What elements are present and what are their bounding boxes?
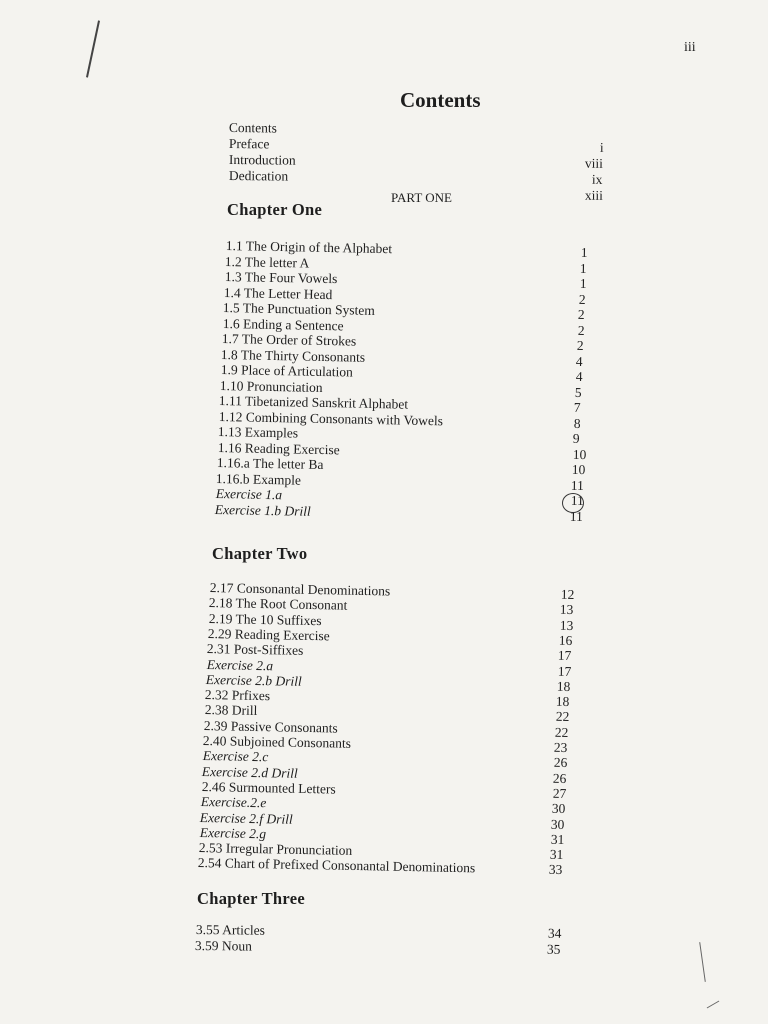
entry-label: 2.31 Post-Siffixes [206,641,304,659]
entry-label: Exercise 1.b Drill [214,501,311,519]
entry-label: 1.9 Place of Articulation [220,362,353,380]
entry-page: i [599,139,604,155]
entry-page: 31 [549,846,564,863]
entry-label: 1.3 The Four Vowels [224,269,338,287]
entry-label: Preface [228,136,270,152]
entry-page: 2 [577,322,585,338]
entry-label: 2.46 Surmounted Letters [201,778,336,797]
entry-page: ix [591,171,603,187]
entry-page: 16 [558,632,573,648]
entry-page: 11 [569,508,583,524]
entry-page: 1 [579,275,587,291]
entry-page: 13 [559,602,574,618]
entry-page: 17 [557,663,572,679]
entry-page: 34 [547,925,562,941]
entry-label: Exercise 2.c [202,748,269,765]
entry-page: 7 [573,399,581,415]
entry-label: 2.29 Reading Exercise [207,625,330,644]
page-title: Contents [400,88,481,112]
entry-page: 27 [552,785,567,801]
entry-page: 1 [579,260,587,276]
entry-page: 8 [573,415,581,431]
entry-label: Exercise 2.g [199,824,267,842]
entry-label: 2.19 The 10 Suffixes [208,610,322,628]
entry-label: 1.8 The Thirty Consonants [220,346,366,365]
entry-page: 2 [576,337,584,353]
entry-label: Dedication [228,168,289,184]
entry-page: 26 [553,755,568,771]
chapter-heading: Chapter One [227,200,323,219]
entry-label: 2.17 Consonantal Denominations [209,580,391,599]
part-heading: PART ONE [391,190,452,205]
entry-page: 31 [550,831,565,847]
entry-page: 10 [571,461,586,478]
entry-label: Exercise.2.e [200,794,267,811]
entry-label: Introduction [228,152,296,168]
entry-page: 26 [552,770,567,786]
entry-label: 2.32 Prfixes [204,687,271,704]
entry-label: 1.10 Pronunciation [219,377,323,395]
entry-label: Exercise 2.d Drill [201,763,298,781]
entry-page: 11 [570,492,584,509]
entry-label: 2.39 Passive Consonants [203,717,338,736]
entry-label: 2.54 Chart of Prefixed Consonantal Denominations [197,855,476,876]
entry-page: viii [584,155,603,171]
entry-page: 22 [554,724,569,740]
entry-label: 1.7 The Order of Strokes [221,331,357,349]
entry-page: 9 [572,430,580,446]
entry-page: 11 [570,477,584,493]
page-number: iii [684,40,696,55]
entry-label: 1.6 Ending a Sentence [222,315,344,333]
entry-page: 2 [577,306,585,322]
entry-label: Exercise 2.f Drill [199,809,293,827]
pen-stroke [707,1001,720,1009]
entry-page: 30 [551,800,566,817]
entry-label: 3.55 Articles [195,922,265,938]
entry-label: Exercise 2.a [206,656,274,673]
entry-label: 1.1 The Origin of the Alphabet [225,238,393,257]
entry-label: 1.13 Examples [217,424,299,441]
entry-label: 1.12 Combining Consonants with Vowels [218,408,444,428]
entry-label: 1.5 The Punctuation System [222,300,375,318]
chapter-heading: Chapter Two [212,544,308,563]
entry-page: 10 [572,446,587,462]
entry-label: 3.59 Noun [194,938,252,954]
entry-label: 1.16.b Example [215,470,302,488]
entry-label: 1.2 The letter A [224,253,310,271]
entry-page: 18 [556,678,571,694]
entry-page: 4 [575,368,583,384]
entry-label: 2.18 The Root Consonant [208,595,348,613]
entry-page: 30 [550,816,565,832]
entry-label: 2.53 Irregular Pronunciation [198,840,353,859]
entry-page: 22 [555,709,570,725]
entry-page: 23 [553,739,568,755]
entry-label: 1.4 The Letter Head [223,284,333,302]
entry-page: 13 [559,617,574,633]
entry-label: 2.38 Drill [204,702,258,719]
entry-page: 33 [548,862,563,878]
pen-stroke [86,20,100,77]
entry-page: xiii [584,187,603,203]
pen-stroke [699,942,706,982]
entry-label: 1.16 Reading Exercise [217,439,340,457]
entry-page: 2 [578,291,586,307]
entry-label: Contents [228,120,278,136]
entry-label: Exercise 1.a [215,486,283,503]
entry-page: 1 [580,244,588,260]
chapter-heading: Chapter Three [197,889,305,908]
entry-label: 1.16.a The letter Ba [216,455,324,473]
entry-label: Exercise 2.b Drill [205,671,302,689]
entry-page: 17 [557,647,572,664]
entry-label: 2.40 Subjoined Consonants [202,733,352,751]
entry-label: 1.11 Tibetanized Sanskrit Alphabet [218,393,409,412]
handwritten-circle [562,493,584,513]
entry-page: 5 [574,384,582,400]
entry-page: 35 [546,941,561,957]
entry-page: 18 [555,693,570,710]
entry-page: 4 [575,353,583,369]
entry-page: 12 [560,586,575,602]
